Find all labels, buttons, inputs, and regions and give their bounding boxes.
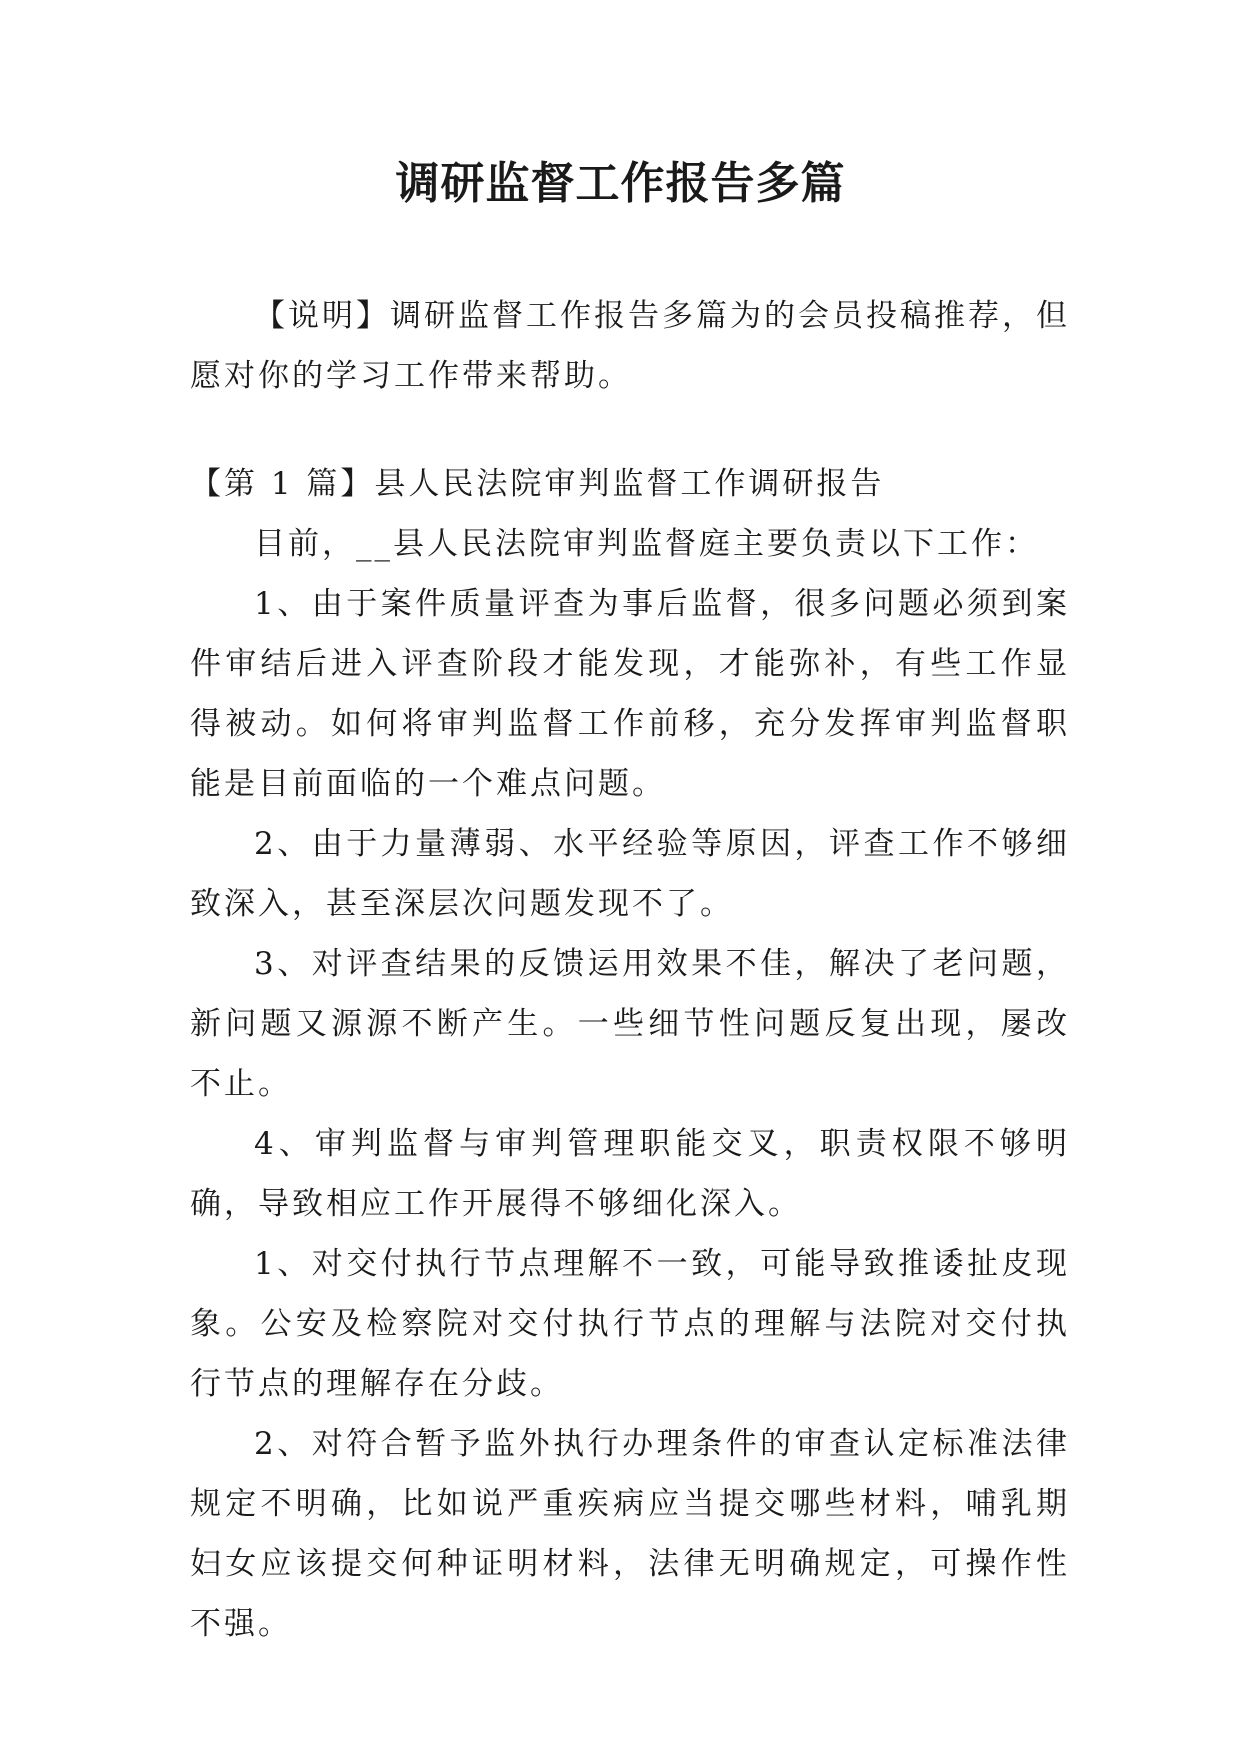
document-title: 调研监督工作报告多篇	[395, 158, 846, 209]
paragraph-1: 1、由于案件质量评查为事后监督，很多问题必须到案件审结后进入评查阶段才能发现，才能弥补，有些工作显得被动。如何将审判监督工作前移，充分发挥审判监督职能是目前面临的一个难点问题。	[190, 586, 1070, 802]
paragraph-6: 2、对符合暂予监外执行办理条件的审查认定标准法律规定不明确，比如说严重疾病应当提交哪些材料，哺乳期妇女应该提交何种证明材料，法律无明确规定，可操作性不强。	[190, 1426, 1070, 1642]
section-block	[190, 454, 1070, 1654]
paragraph-2: 2、由于力量薄弱、水平经验等原因，评查工作不够细致深入，甚至深层次问题发现不了。	[190, 826, 1070, 922]
section-heading: 【第 1 篇】县人民法院审判监督工作调研报告	[190, 466, 885, 502]
intro-block	[190, 286, 1070, 406]
paragraph-0: 目前，__县人民法院审判监督庭主要负责以下工作：	[254, 526, 1039, 562]
paragraph-3: 3、对评查结果的反馈运用效果不佳，解决了老问题，新问题又源源不断产生。一些细节性问题反复出现，屡改不止。	[190, 946, 1070, 1102]
paragraph-4: 4、审判监督与审判管理职能交叉，职责权限不够明确，导致相应工作开展得不够细化深入。	[190, 1126, 1070, 1222]
paragraph-5: 1、对交付执行节点理解不一致，可能导致推诿扯皮现象。公安及检察院对交付执行节点的理解与法院对交付执行节点的理解存在分歧。	[190, 1246, 1070, 1402]
intro-paragraph: 【说明】调研监督工作报告多篇为的会员投稿推荐，但愿对你的学习工作带来帮助。	[190, 298, 1070, 394]
